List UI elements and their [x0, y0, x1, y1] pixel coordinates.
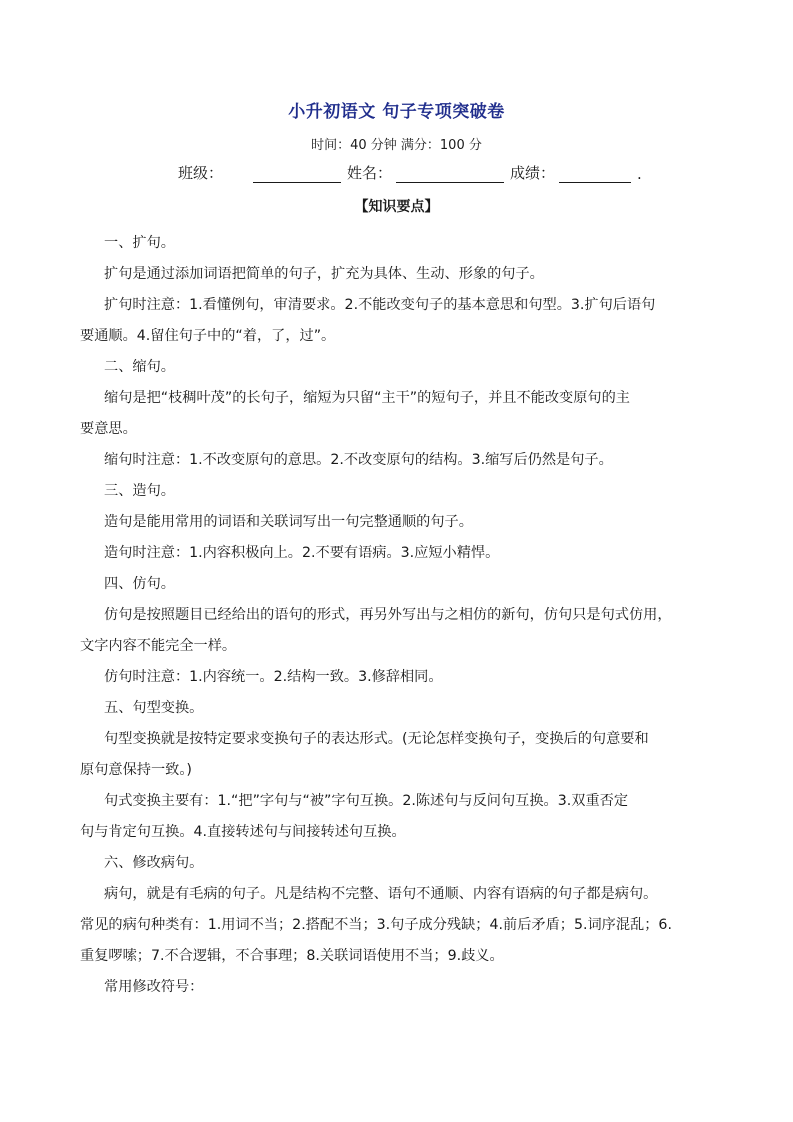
paragraph-line: 常见的病句种类有：1.用词不当；2.搭配不当；3.句子成分残缺；4.前后矛盾；5.词序混乱；6.: [80, 917, 672, 933]
paragraph-line: 仿句时注意：1.内容统一。2.结构一致。3.修辞相同。: [104, 669, 443, 685]
paragraph-line: 句与肯定句互换。4.直接转述句与间接转述句互换。: [80, 824, 406, 840]
paragraph-line: 常用修改符号：: [104, 979, 204, 995]
paragraph-line: 文字内容不能完全一样。: [80, 638, 237, 654]
paragraph-line: 造句时注意：1.内容积极向上。2.不要有语病。3.应短小精悍。: [104, 545, 500, 561]
paragraph-line: 要意思。: [80, 421, 137, 437]
class-label: 班级：: [178, 164, 224, 182]
section-title-imitate: 四、仿句。: [104, 576, 175, 592]
page-title: 小升初语文 句子专项突破卷: [288, 102, 505, 122]
paragraph-line: 缩句是把“枝稠叶茂”的长句子，缩短为只留“主干”的短句子，并且不能改变原句的主: [104, 390, 630, 406]
section-heading: 【知识要点】: [354, 199, 439, 215]
exam-meta: 时间：40 分钟 满分：100 分: [311, 138, 482, 153]
paragraph-line: 仿句是按照题目已经给出的语句的形式，再另外写出与之相仿的新句，仿句只是句式仿用，: [104, 607, 672, 623]
paragraph-line: 句式变换主要有：1.“把”字句与“被”字句互换。2.陈述句与反问句互换。3.双重否定: [104, 793, 629, 809]
paragraph-line: 原句意保持一致。): [80, 762, 192, 778]
score-label: 成绩：: [510, 164, 556, 182]
name-blank[interactable]: [396, 166, 504, 183]
paragraph-line: 病句，就是有毛病的句子。凡是结构不完整、语句不通顺、内容有语病的句子都是病句。: [104, 886, 658, 902]
section-title-transform: 五、句型变换。: [104, 700, 204, 716]
section-title-revise: 六、修改病句。: [104, 855, 204, 871]
name-label: 姓名：: [347, 164, 393, 182]
paragraph-line: 造句是能用常用的词语和关联词写出一句完整通顺的句子。: [104, 514, 473, 530]
paragraph-line: 缩句时注意：1.不改变原句的意思。2.不改变原句的结构。3.缩写后仍然是句子。: [104, 452, 613, 468]
section-title-shorten: 二、缩句。: [104, 359, 175, 375]
score-blank[interactable]: [559, 166, 631, 183]
section-title-expand: 一、扩句。: [104, 235, 175, 251]
paragraph-line: 要通顺。4.留住句子中的“着，了，过”。: [80, 328, 336, 344]
fields-end-mark: .: [637, 165, 642, 183]
paragraph-line: 重复啰嗦；7.不合逻辑，不合事理；8.关联词语使用不当；9.歧义。: [80, 948, 504, 964]
paragraph-line: 句型变换就是按特定要求变换句子的表达形式。(无论怎样变换句子，变换后的句意要和: [104, 731, 649, 747]
student-info-fields: [178, 162, 642, 183]
class-blank[interactable]: [253, 166, 341, 183]
paragraph-line: 扩句时注意：1.看懂例句，审清要求。2.不能改变句子的基本意思和句型。3.扩句后语句: [104, 297, 656, 313]
knowledge-points: [80, 228, 726, 1003]
section-title-make: 三、造句。: [104, 483, 175, 499]
paragraph-line: 扩句是通过添加词语把简单的句子，扩充为具体、生动、形象的句子。: [104, 266, 544, 282]
